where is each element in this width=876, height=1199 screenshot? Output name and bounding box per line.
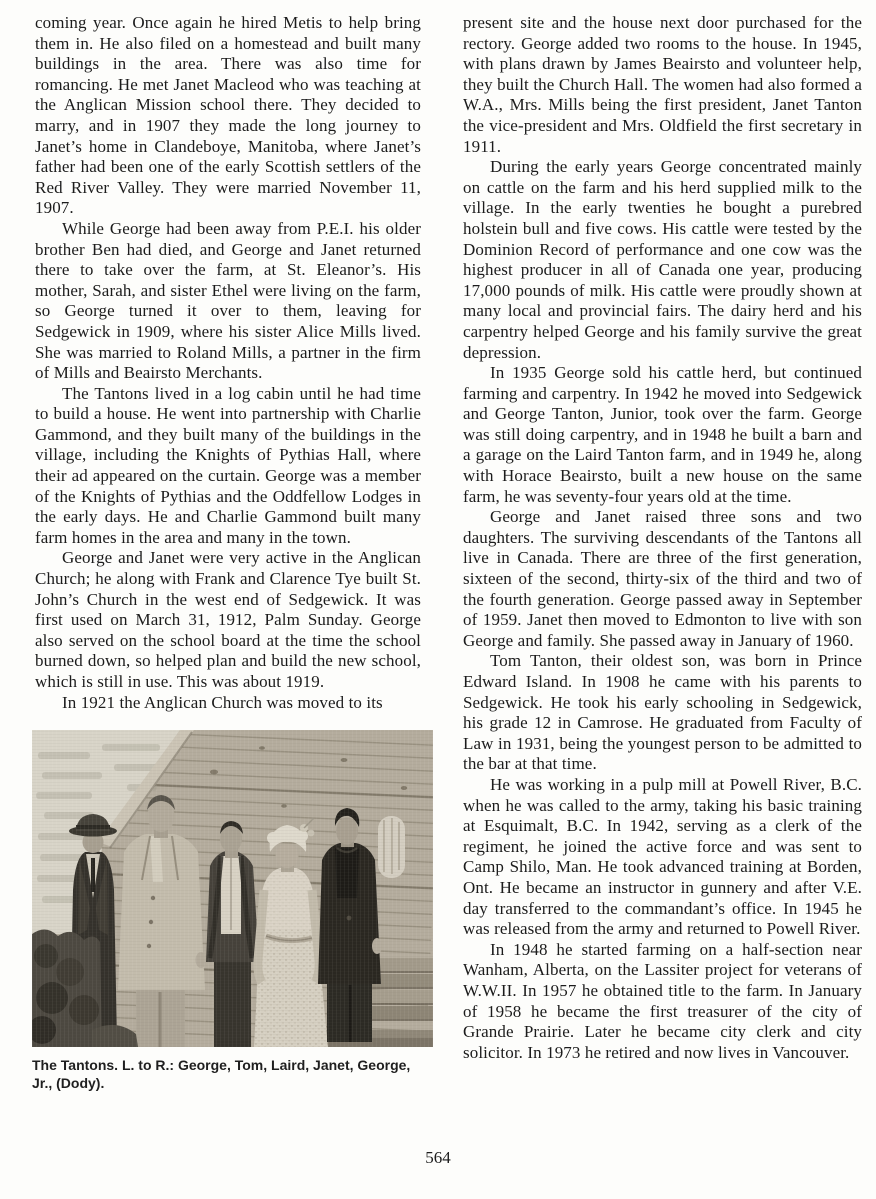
paragraph: present site and the house next door purchased for the rectory. George added two rooms to the house. In 1945, with plans drawn by James Beairsto and volunteer help, they built the Church Hall. The women had also formed a W.A., Mrs. Mills being the first president, Janet Tanton the vice-president and Mrs. Oldfield the first secretary in 1911. <box>463 13 862 156</box>
photo-caption: The Tantons. L. to R.: George, Tom, Laird, Janet, George, Jr., (Dody). <box>32 1057 411 1091</box>
left-column <box>32 13 421 1092</box>
paragraph: In 1935 George sold his cattle herd, but continued farming and carpentry. In 1942 he moved into Sedgewick and George Tanton, Junior, took over the farm. George was still doing carpentry, and in 1948 he built a barn and a garage on the Laird Tanton farm, and in 1949 he, along with Horace Beairsto, built a new house on the same farm, he was seventy-four years old at the time. <box>463 363 862 506</box>
paragraph: Tom Tanton, their oldest son, was born in Prince Edward Island. In 1908 he came with his parents to Sedgewick. He took his early schooling in Sedgewick, his grade 12 in Camrose. He graduated from Faculty of Law in 1931, being the youngest person to be admitted to the bar at that time. <box>463 651 862 774</box>
paragraph: He was working in a pulp mill at Powell River, B.C. when he was called to the army, taking his basic training at Esquimalt, B.C. In 1942, serving as a clerk of the regiment, he joined the active force and was sent to Camp Shilo, Man. He took advanced training at Borden, Ont. He became an instructor in gunnery and after V.E. day transferred to the commandant’s office. In 1945 he was released from the army and returned to Powell River. <box>463 774 862 939</box>
paragraph: The Tantons lived in a log cabin until he had time to build a house. He went into partnership with Charlie Gammond, and they built many of the buildings in the village, including the Knights of Pythias Hall, where their ad appeared on the curtain. George was a member of the Knights of Pythias and the Oddfellow Lodges in the early days. He and Charlie Gammond built many farm homes in the area and many in the town. <box>35 383 421 547</box>
paragraph: In 1948 he started farming on a half-section near Wanham, Alberta, on the Lassiter project for veterans of W.W.II. In 1957 he obtained title to the farm. In January of 1958 he became the first treasurer of the city of Grande Prairie. Later he became city clerk and city solicitor. In 1973 he retired and now lives in Vancouver. <box>463 939 862 1062</box>
photo-figure <box>32 730 433 1092</box>
paragraph: In 1921 the Anglican Church was moved to its <box>62 692 383 712</box>
paragraph: George and Janet raised three sons and two daughters. The surviving descendants of the Tantons all live in Canada. There are three of the first generation, sixteen of the second, thirty-six of the third and two of the fourth generation. George passed away in September of 1959. Janet then moved to Edmonton to live with son George and family. She passed away in January of 1960. <box>463 507 862 650</box>
paragraph: During the early years George concentrated mainly on cattle on the farm and his herd supplied milk to the village. In the early twenties he bought a purebred holstein bull and five cows. His cattle were tested by the Dominion Record of performance and one cow was the highest producer in all of Canada one year, producing 17,000 pounds of milk. His cattle were proudly shown at many local and provincial fairs. The dairy herd and his carpentry helped George and his family survive the great depression. <box>463 157 862 362</box>
family-photograph <box>32 730 433 1047</box>
paragraph: coming year. Once again he hired Metis to help bring them in. He also filed on a homestead and built many buildings in the area. There was also time for romancing. He met Janet Macleod who was teaching at the Anglican Mission school there. They decided to marry, and in 1907 they made the long journey to Janet’s home in Clandeboye, Manitoba, where Janet’s father had been one of the early Scottish settlers of the Red River Valley. They were married November 11, 1907. <box>35 13 421 218</box>
page-number: 564 <box>425 1148 451 1167</box>
right-column <box>463 13 862 1063</box>
photo-illustration <box>32 730 433 1047</box>
paragraph: George and Janet were very active in the Anglican Church; he along with Frank and Clarence Tye built St. John’s Church in the west end of Sedgewick. It was first used on March 31, 1912, Palm Sunday. George also served on the school board at the time the school burned down, so helped plan and build the new school, which is still in use. This was about 1919. <box>35 548 421 691</box>
wall-object <box>378 816 405 878</box>
paragraph: While George had been away from P.E.I. his older brother Ben had died, and George and Janet returned there to take over the farm, at St. Eleanor’s. His mother, Sarah, and sister Ethel were living on the farm, so George turned it over to them, leaving for Sedgewick in 1909, where his sister Alice Mills lived. She was married to Roland Mills, a partner in the firm of Mills and Beairsto Merchants. <box>35 218 421 383</box>
